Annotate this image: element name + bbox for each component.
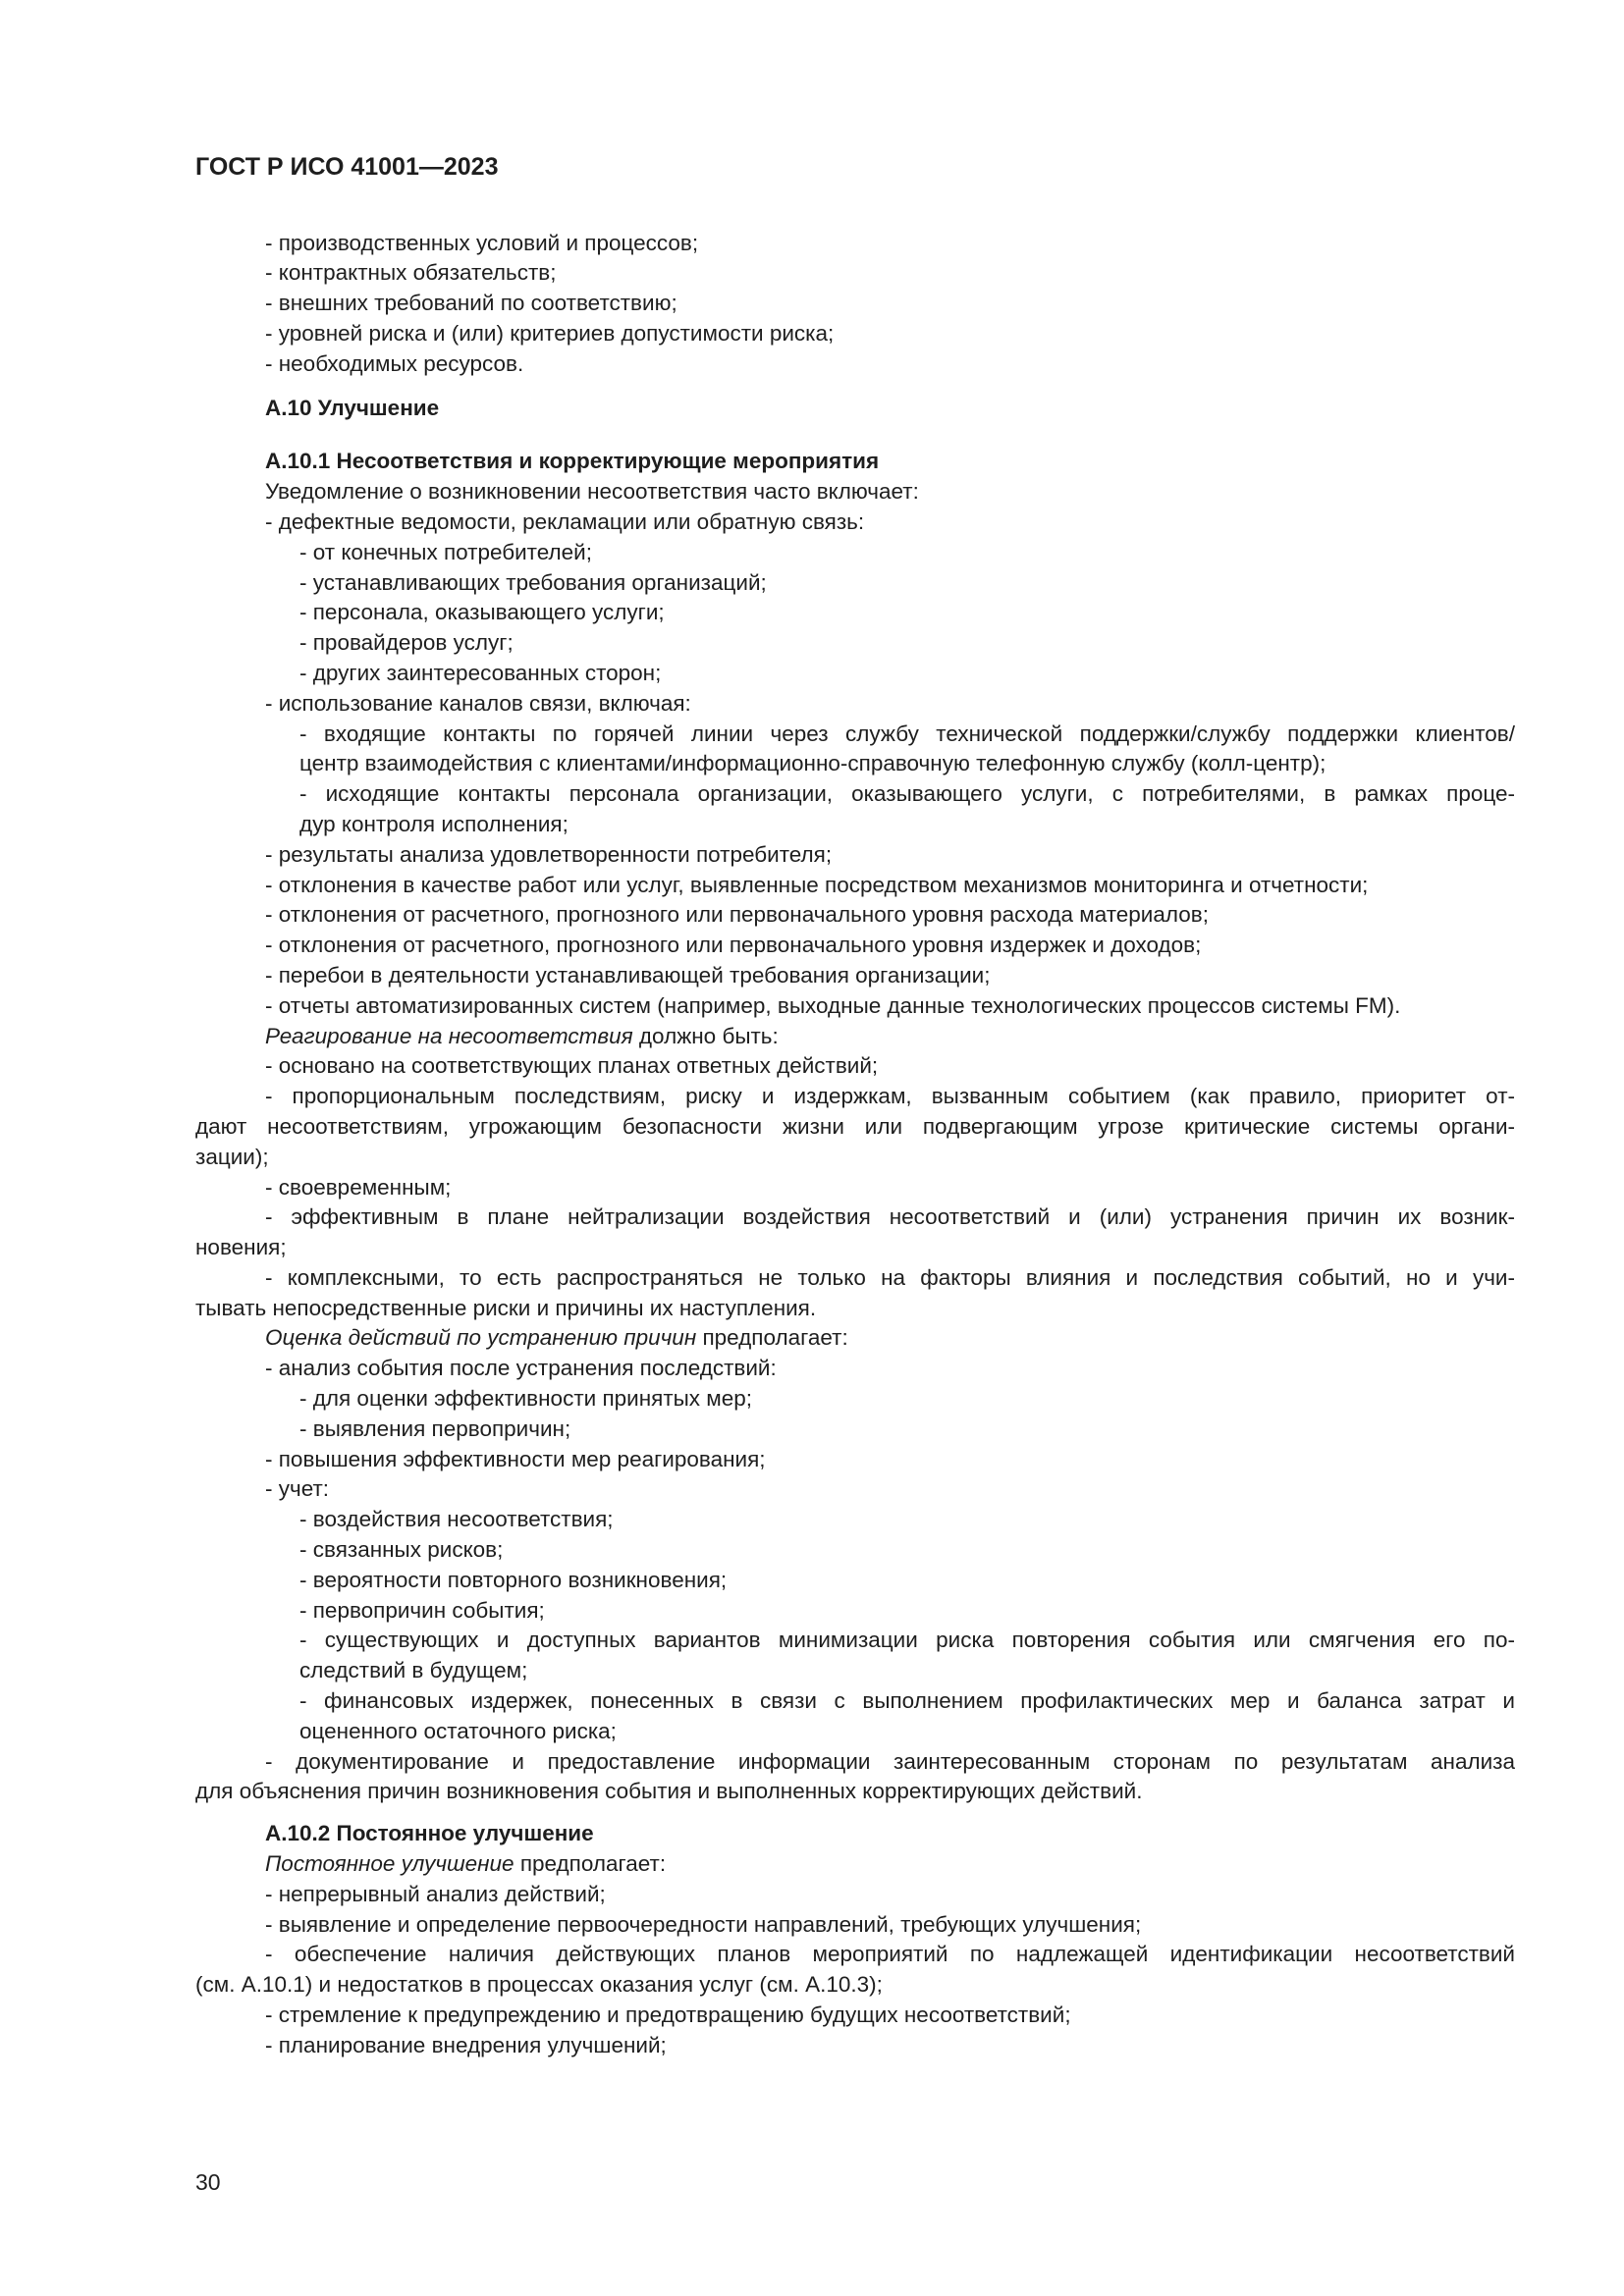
text-line: - провайдеров услуг; xyxy=(299,630,514,656)
text-line: - существующих и доступных вариантов минимизации риска повторения события или смягчения его по- xyxy=(299,1628,1515,1653)
text-line: - результаты анализа удовлетворенности потребителя; xyxy=(265,841,833,867)
text-line: дают несоответствиям, угрожающим безопасности жизни или подвергающим угрозе критические системы органи- xyxy=(195,1113,1515,1139)
text-line: центр взаимодействия с клиентами/информационно-справочную телефонную службу (колл-центр); xyxy=(299,751,1326,776)
document-body xyxy=(0,229,1624,2061)
text-line: - для оценки эффективности принятых мер; xyxy=(299,1386,753,1412)
text-line: - использование каналов связи, включая: xyxy=(265,690,691,716)
italic-term: Реагирование на несоответствия xyxy=(265,1023,633,1048)
text-line: - необходимых ресурсов. xyxy=(265,350,524,376)
text-line: - документирование и предоставление информации заинтересованным сторонам по результатам анализа xyxy=(265,1748,1515,1774)
text-line: - комплексными, то есть распространяться не только на факторы влияния и последствия событий, но и учи- xyxy=(265,1264,1515,1290)
text-line: - устанавливающих требования организаций; xyxy=(299,569,767,595)
text-line: - своевременным; xyxy=(265,1174,452,1200)
text-line: - внешних требований по соответствию; xyxy=(265,291,677,316)
text-line: - воздействия несоответствия; xyxy=(299,1507,614,1532)
text-line: (см. А.10.1) и недостатков в процессах оказания услуг (см. А.10.3); xyxy=(195,1972,883,1998)
text-line xyxy=(0,1022,1515,1052)
text-line-rest: должно быть: xyxy=(632,1023,779,1048)
text-line: дур контроля исполнения; xyxy=(299,811,568,836)
text-line: - анализ события после устранения последствий: xyxy=(265,1356,777,1381)
text-line: - входящие контакты по горячей линии через службу технической поддержки/службу поддержки клиентов/ xyxy=(299,721,1515,746)
text-line: - персонала, оказывающего услуги; xyxy=(299,600,665,625)
text-line: - первопричин события; xyxy=(299,1597,545,1623)
text-line: - пропорциональным последствиям, риску и издержкам, вызванным событием (как правило, приоритет от- xyxy=(265,1084,1515,1109)
text-line: - связанных рисков; xyxy=(299,1537,504,1563)
text-line: - стремление к предупреждению и предотвращению будущих несоответствий; xyxy=(265,2002,1071,2028)
text-line-rest: предполагает: xyxy=(696,1325,848,1351)
text-line: - эффективным в плане нейтрализации воздействия несоответствий и (или) устранения причин их возник- xyxy=(265,1204,1515,1230)
text-line: следствий в будущем; xyxy=(299,1658,528,1683)
text-line: - исходящие контакты персонала организации, оказывающего услуги, с потребителями, в рамках проце- xyxy=(299,781,1515,807)
text-line: - отклонения в качестве работ или услуг, выявленные посредством механизмов мониторинга и отчетности; xyxy=(265,872,1369,897)
text-line-rest: предполагает: xyxy=(514,1851,667,1877)
text-line: - выявления первопричин; xyxy=(299,1415,571,1441)
text-line: зации); xyxy=(195,1144,269,1169)
italic-term: Постоянное улучшение xyxy=(265,1851,514,1877)
text-line: Уведомление о возникновении несоответствия часто включает: xyxy=(265,479,919,505)
text-line: - планирование внедрения улучшений; xyxy=(265,2032,667,2057)
text-line: - производственных условий и процессов; xyxy=(265,230,699,255)
text-line: - отклонения от расчетного, прогнозного или первоначального уровня издержек и доходов; xyxy=(265,933,1202,958)
text-line: - основано на соответствующих планах ответных действий; xyxy=(265,1053,879,1079)
text-line: - непрерывный анализ действий; xyxy=(265,1881,606,1906)
text-line: - отклонения от расчетного, прогнозного или первоначального уровня расхода материалов; xyxy=(265,902,1209,928)
section-heading: А.10 Улучшение xyxy=(265,395,440,420)
document-header: ГОСТ Р ИСО 41001—2023 xyxy=(195,153,499,181)
section-heading: А.10.1 Несоответствия и корректирующие мероприятия xyxy=(265,449,880,474)
text-line: - учет: xyxy=(265,1476,330,1502)
text-line: - контрактных обязательств; xyxy=(265,260,557,286)
text-line: - финансовых издержек, понесенных в связи с выполнением профилактических мер и баланса затрат и xyxy=(299,1688,1515,1714)
text-line: - других заинтересованных сторон; xyxy=(299,660,662,685)
text-line: - повышения эффективности мер реагирования; xyxy=(265,1446,766,1471)
text-line: оцененного остаточного риска; xyxy=(299,1718,617,1743)
text-line: - дефектные ведомости, рекламации или обратную связь: xyxy=(265,508,865,534)
italic-term: Оценка действий по устранению причин xyxy=(265,1325,697,1351)
text-line: - обеспечение наличия действующих планов мероприятий по надлежащей идентификации несоответствий xyxy=(265,1942,1515,1967)
page-number: 30 xyxy=(195,2169,221,2195)
text-line: - вероятности повторного возникновения; xyxy=(299,1567,728,1592)
text-line: для объяснения причин возникновения события и выполненных корректирующих действий. xyxy=(195,1779,1143,1804)
text-line: - уровней риска и (или) критериев допустимости риска; xyxy=(265,320,835,346)
text-line: - выявление и определение первоочередности направлений, требующих улучшения; xyxy=(265,1911,1142,1937)
text-line xyxy=(0,1849,1515,1880)
text-line: - от конечных потребителей; xyxy=(299,539,592,564)
text-line: - перебои в деятельности устанавливающей требования организации; xyxy=(265,962,991,988)
text-line xyxy=(0,1323,1515,1354)
section-heading: А.10.2 Постоянное улучшение xyxy=(265,1821,594,1846)
text-line: тывать непосредственные риски и причины их наступления. xyxy=(195,1295,817,1320)
text-line: - отчеты автоматизированных систем (например, выходные данные технологических процессов системы FM). xyxy=(265,992,1401,1018)
text-line: новения; xyxy=(195,1235,287,1260)
